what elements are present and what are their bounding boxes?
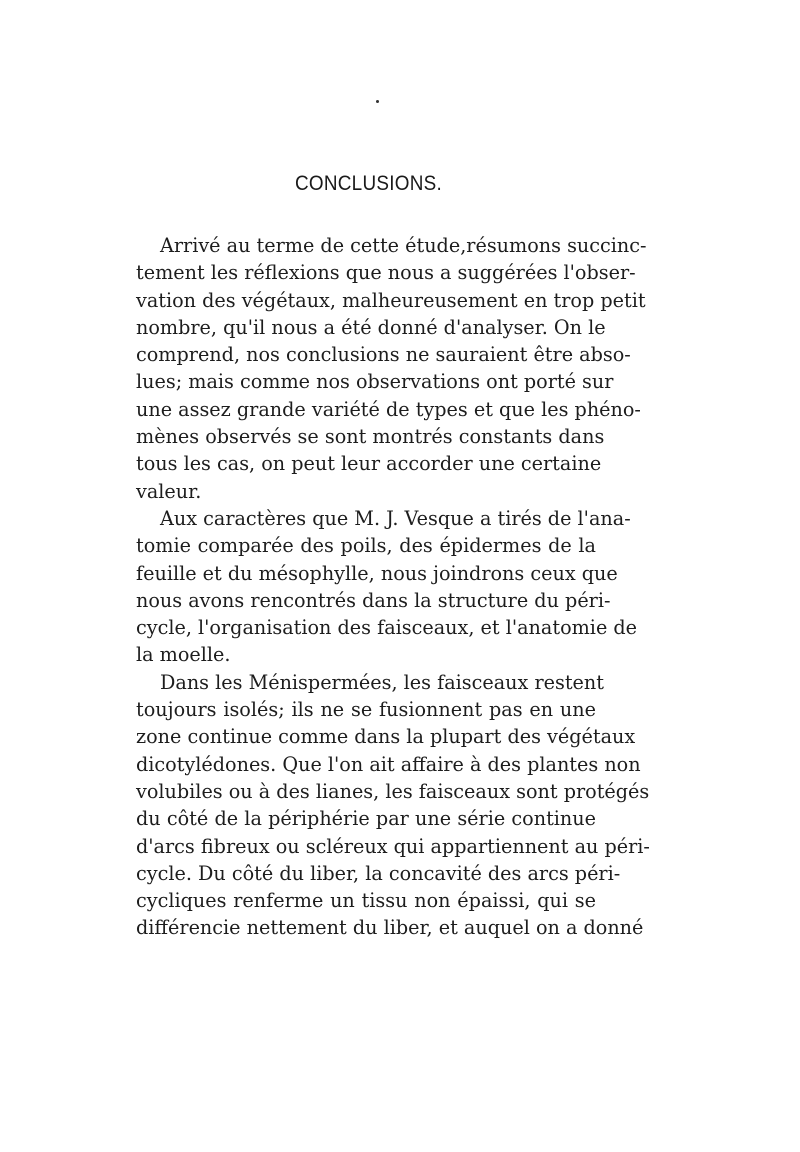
text-line: vation des végétaux, malheureusement en trop petit [136,288,646,312]
text-line: zone continue comme dans la plupart des végétaux [136,725,636,749]
text-line: tous les cas, on peut leur accorder une certaine [136,452,602,476]
text-line: tomie comparée des poils, des épidermes de la [136,534,596,558]
text-line: une assez grande variété de types et que les phéno- [136,397,641,421]
text-line: dicotylédones. Que l'on ait affaire à des plantes non [136,752,641,776]
text-line: toujours isolés; ils ne se fusionnent pas en une [136,698,596,722]
page-heading: CONCLUSIONS. [294,172,443,195]
text-line: nous avons rencontrés dans la structure du péri- [136,588,611,612]
text-line: d'arcs fibreux ou scléreux qui appartiennent au péri- [136,834,650,858]
body-text [136,232,650,942]
text-line: du côté de la périphérie par une série continue [136,807,596,831]
text-line: la moelle. [136,643,231,667]
text-line: valeur. [136,479,202,503]
text-line: comprend, nos conclusions ne sauraient être abso- [136,343,631,367]
page-mark [376,100,379,103]
text-line: Arrivé au terme de cette étude,résumons succinc- [160,234,647,257]
text-line: feuille et du mésophylle, nous joindrons ceux que [136,561,618,585]
text-line: Aux caractères que M. J. Vesque a tirés de l'ana- [160,506,631,530]
text-line: cycle, l'organisation des faisceaux, et l'anatomie de [136,616,638,640]
text-line: cycle. Du côté du liber, la concavité des arcs péri- [136,861,621,885]
text-line: nombre, qu'il nous a été donné d'analyser. On le [136,315,606,339]
text-line: mènes observés se sont montrés constants dans [136,425,605,449]
text-line: différencie nettement du liber, et auquel on a donné [136,916,644,940]
text-line: lues; mais comme nos observations ont porté sur [136,370,614,394]
text-line: volubiles ou à des lianes, les faisceaux sont protégés [136,779,650,803]
text-line: cycliques renferme un tissu non épaissi, qui se [136,889,596,913]
text-line: tement les réflexions que nous a suggérées l'obser- [136,261,636,285]
text-line: Dans les Ménispermées, les faisceaux restent [160,670,604,694]
